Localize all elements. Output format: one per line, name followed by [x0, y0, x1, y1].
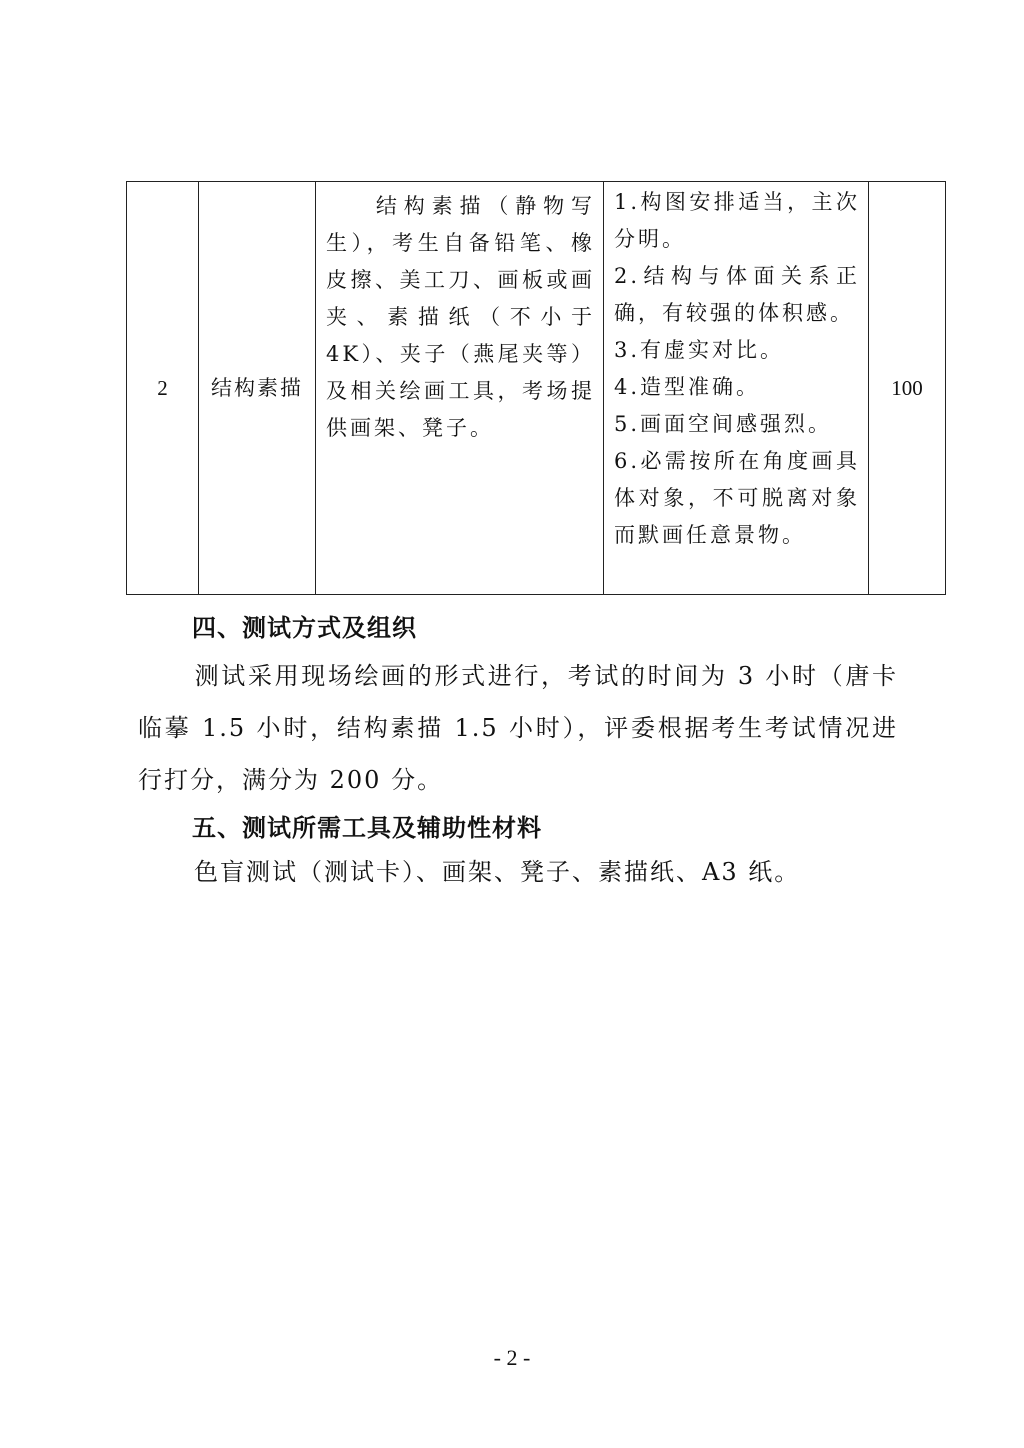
criteria-item: 2.结构与体面关系正确，有较强的体积感。 — [614, 264, 860, 325]
row-criteria-cell — [604, 182, 869, 595]
section5-paragraph — [138, 846, 898, 898]
section5-title: 五、测试所需工具及辅助性材料 — [192, 814, 542, 842]
criteria-item: 4.造型准确。 — [614, 375, 761, 399]
table-row — [127, 182, 946, 595]
row-number: 2 — [127, 182, 199, 595]
criteria-item: 3.有虚实对比。 — [614, 338, 785, 362]
row-requirements-text: 结构素描（静物写生），考生自备铅笔、橡皮擦、美工刀、画板或画夹、素描纸（不小于4K）、夹子（燕尾夹等）及相关绘画工具，考场提供画架、凳子。 — [326, 194, 595, 440]
section4-body: 测试采用现场绘画的形式进行，考试的时间为 3 小时（唐卡临摹 1.5 小时，结构素描 1.5 小时），评委根据考生考试情况进行打分，满分为 200 分。 — [138, 662, 898, 794]
exam-content-table — [126, 181, 946, 595]
section5-body: 色盲测试（测试卡）、画架、凳子、素描纸、A3 纸。 — [194, 858, 801, 886]
page-number: - 2 - — [493, 1345, 531, 1370]
section4-title: 四、测试方式及组织 — [192, 614, 417, 642]
criteria-item: 6.必需按所在角度画具体对象，不可脱离对象而默画任意景物。 — [614, 449, 860, 547]
criteria-item: 1.构图安排适当，主次分明。 — [614, 190, 860, 251]
section4-paragraph — [138, 650, 898, 806]
row-score: 100 — [869, 182, 946, 595]
criteria-item: 5.画面空间感强烈。 — [614, 412, 833, 436]
row-item-name: 结构素描 — [199, 182, 316, 595]
row-requirements-cell — [316, 182, 604, 595]
